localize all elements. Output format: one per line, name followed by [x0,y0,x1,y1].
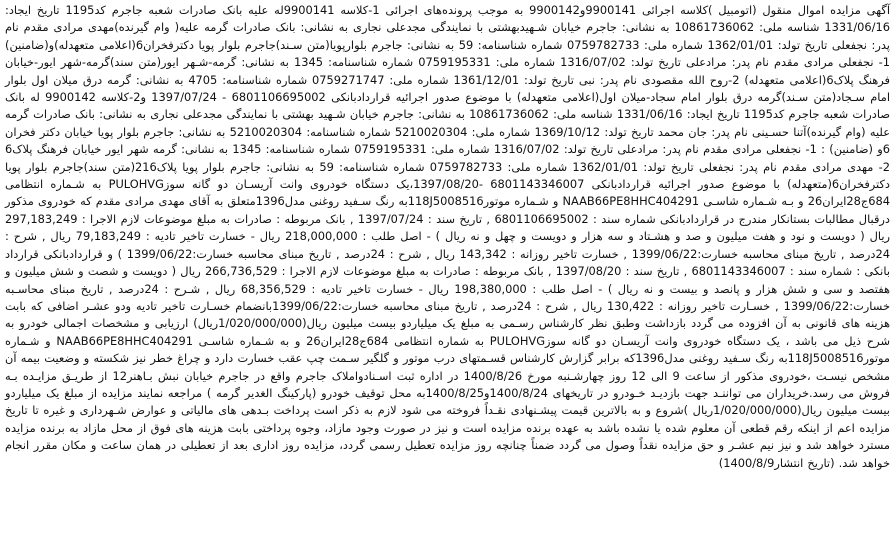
auction-notice-text: آگهی مزایده اموال منقول (اتومبیل )کلاسه اجرائی 9900141و9900142 به موجب پرونده‌های اجرائی 1-کلاسه 9900141له علیه بانک صادرات شعبه جاجرم کد1195 تاریخ ایجاد: 1331/06/16 شناسه ملی: 10861736062 به نشانی: جاجرم خیابان شـهیدبهشتی با نمایندگی مجدعلی نجاری به نشانی: بانک صادرات گرمه علیه( وام گیرنده)مهدی مرادی مقدم نام پدر: نجفعلی تاریخ تولد: 1362/01/01 شماره ملی: 0759782733 شماره شناسنامه: 59 به نشانی: جاجرم بلوارپویا(متن سـند)جاجرم بلوار پویا دکترفخران6(اعلامی متعهدله)و(ضامنین) 1- نجفعلی مرادی مقدم نام پدر: مرادعلی تاریخ تولد: 1316/07/02 شماره ملی: 0759195331 شماره شناسنامه: 1345 به نشانی: گرمه-شـهر ایور(متن سند)گرمه-شهر ایور-خیابان فرهنگ پلاک6(اعلامی متعهدله) 2-روح الله مقصودی نام پدر: نبی تاریخ تولد: 1361/12/01 شماره ملی: 0759271747 شماره شناسنامه: 4705 به نشانی: گرمه درق میلان اول بلوار امام سـجاد(متن سـند)گرمه درق بلوار امام سجاد-میلان اول(اعلامی متعهدله) با موضوع صدور اجرائیه قراردادبانکی 6801106695002 - 1397/07/24 و2-کلاسه 9900142 له بانک صادرات شعبه جاجرم کد1195 تاریخ ایجاد: 1331/06/16 شناسه ملی: 10861736062 به نشانی: جاجرم خیابان شـهید بهشتی با نمایندگی مجدعلی نجاری به نشانی: بانک صادرات گرمه علیه (وام گیرنده)آتنا حسـینی نام پدر: جان محمد تاریخ تولد: 1369/10/12 شماره ملی: 5210020304 شماره شناسنامه: 5210020304 به نشانی: جاجرم بلوار پویا خیابان دکتر فخران 6و (ضامنین) : 1- نجفعلی مرادی مقدم نام پدر: مرادعلی تاریخ تولد: 1316/07/02 شماره ملی: 0759195331 شماره شناسنامه: 1345 به نشانی: گرمه شهر ایور خیابان فرهنگ پلاک6 2- مهدی مرادی مقدم نام پدر: نجفعلی تاریخ تولد: 1362/01/01 شماره ملی: 0759782733 شماره شناسنامه: 59 به نشانی: جاجرم بلوار پویا پلاک216(متن سند)جاجرم بلوار پویا دکترفخران6(متعهدله) با موضوع صدور اجرائیه قراردادبانکی 6801143346007 -1397/08/20،یک دستگاه خودروی وانت آریسـان دو گانه سوزPULOHVG به شـماره انتظامی 684ج28ایران26 و بـه شـماره شاسـی NAAB66PE8HHC404291 و شـماره موتور118J5008516به رنگ سـفید روغنی مدل1396متعلق به آقای مهدی مرادی مقدم که خودروی مذکور درقبال مطالبات بستانکار مندرج در قراردادبانکی شماره سند : 6801106695002 , تاریخ سند : 1397/07/24 , بانک مربوطه : صادرات به مبلغ موضوعات لازم الاجرا : 297,183,249 ریال ( دویست و نود و هفت میلیون و صد و هشـتاد و سه هزار و دویست و چهل و نه ریال ) - اصل طلب : 218,000,000 ریال - خسارت تاخیر تادیه : 79,183,249 ریال , شرح : 24درصد , تاریخ مبنای محاسبه خسارت:1399/06/22 , خسارت تاخیر روزانه : 143,342 ریال , شرح : 24درصد , تاریخ مبنای محاسبه خسارت:1399/06/22 ) و قراردادبانکی قرارداد بانکی : شماره سند : 6801143346007 , تاریخ سند : 1397/08/20 , بانک مربوطه : صادرات به مبلغ موضوعات لازم الاجرا : 266,736,529 ریال ( دویست و شصت و شش میلیون و هفتصد و سی و شش هزار و پانصد و بیست و نه ریال ) - اصل طلب : 198,380,000 ریال - خسارت تاخیر تادیه : 68,356,529 ریال , شـرح : 24درصد , تاریخ مبنای محاسـبه خسارت:1399/06/22 , خسـارت تاخیر روزانه : 130,422 ریال , شرح : 24درصد , تاریخ مبنای محاسبه خسارت:1399/06/22بانضمام خسـارت تاخیر تادیه ودو عشـر اضافی که بابت هزینه های قانونی به آن افزوده می گردد بازداشت وطبق نظر کارشناس رسـمی به مبلغ یک میلیاردو بیست میلیون ریال(1/020/000/000ریال) ارزیابی و مشخصات اجمالی خودرو به شرح ذیل می باشد ، یک دستگاه خودروی وانت آریسـان دو گانه سوزPULOHVG به شماره انتظامی 684ج28ایران26 و به شـماره شاسـی NAAB66PE8HHC404291 و شـماره موتور118J5008516به رنگ سـفید روغنی مدل1396که برابر گزارش کارشناس قسـمتهای درب موتور و گلگیر سـمت چپ عقب خسارت دارد و چراغ خطر نیز شکسته و وضعیت بیمه آن مشخص نیسـت ،خودروی مذکور از ساعت 9 الی 12 روز چهارشـنبه مورخ 1400/8/26 در اداره ثبت اسـنادواملاک جاجرم واقع در جاجرم خیابان نبش بـاهنر12 از طریـق مزایـده بـه فروش می رسد.خریداران می تواننـد جهت بازدیـد خـودرو در تاریخهای 1400/8/24و1400/8/25به محل توقیف خودرو (پارکینگ الغدیر گرمه ) مراجعه نمایند مزایده از مبلغ یک میلیاردو بیست میلیون ریال(1/020/000/000ریال )شروع و به بالاترین قیمت پیشـنهادی نقـداً فروخته می شود لازم به ذکر است پرداخت بـدهی های مالیاتی و عوارض شـهرداری و غیره تا تاریخ مزایده اعم از اینکه رقم قطعی آن معلوم شده یا نشده باشد به عهده برنده مزایده است و نیز در صورت وجود مازاد، وجوه پرداختی بابت هزینه های فوق از محل مازاد به برنده مزایده مسترد خواهد شد و نیز نیم عشـر و حق مزایده نقداً وصول می گردد ضمناً چنانچه روز مزایده تعطیل رسمی گردد، مزایده روز اداری بعد از تعطیلی در همان ساعت و مکان مقرر انجام خواهد شد. (تاریخ انتشار1400/8/9) [5,3,891,470]
